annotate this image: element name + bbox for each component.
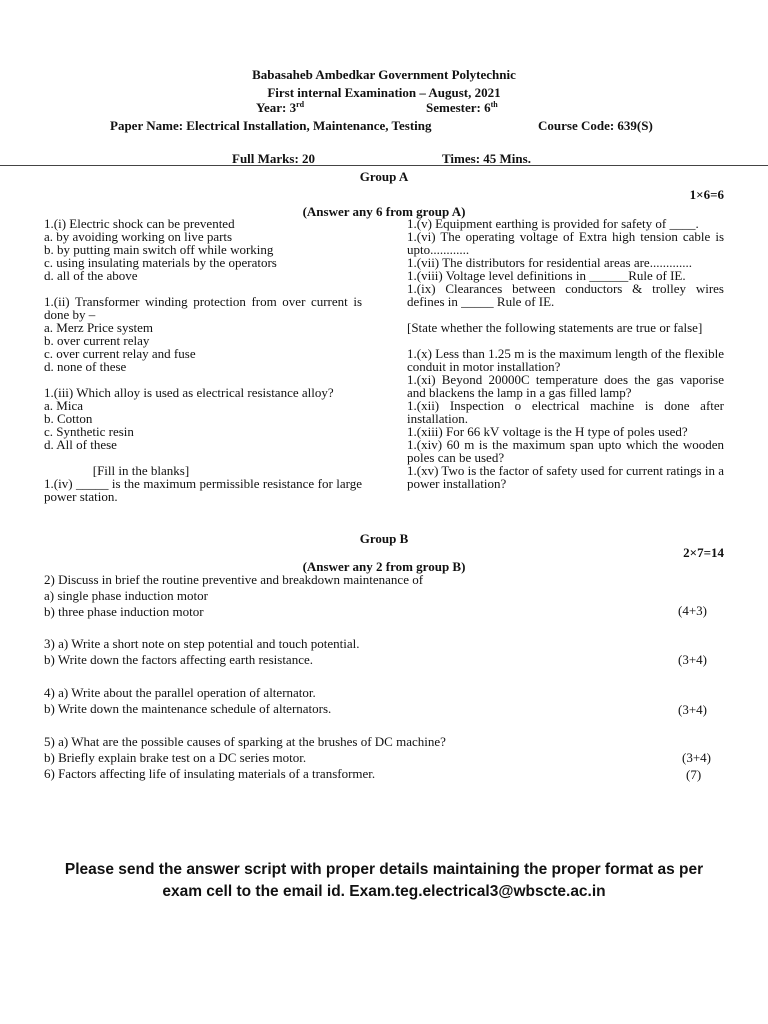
question-text: 1.(viii) Voltage level definitions in ______Rule of IE.: [407, 268, 686, 283]
question-6-marks: (7): [686, 767, 702, 782]
question-4: [44, 685, 714, 717]
section-instruction: [Fill in the blanks]: [44, 463, 190, 478]
institute-name: Babasaheb Ambedkar Government Polytechnic: [252, 67, 516, 82]
exam-time: Times: 45 Mins.: [442, 151, 531, 166]
question-text: 1.(xv) Two is the factor of safety used for current ratings in a power installation?: [407, 463, 724, 491]
question-text: 5) a) What are the possible causes of sparking at the brushes of DC machine?: [44, 734, 446, 749]
option-text: b. Cotton: [44, 411, 93, 426]
question-2-marks: (4+3): [678, 603, 707, 618]
option-text: c. Synthetic resin: [44, 424, 134, 439]
submission-note-line-1: Please send the answer script with proper details maintaining the proper format as per: [64, 861, 704, 878]
question-text: 1.(v) Equipment earthing is provided for safety of ____.: [407, 216, 699, 231]
group-a-title: Group A: [359, 169, 409, 184]
question-text: 1.(ix) Clearances between conductors & trolley wires defines in _____ Rule of IE.: [407, 281, 724, 309]
course-code: Course Code: 639(S): [538, 118, 653, 133]
question-text: 1.(iii) Which alloy is used as electrical resistance alloy?: [44, 385, 334, 400]
group-b-marks: 2×7=14: [683, 545, 724, 560]
option-text: d. All of these: [44, 437, 117, 452]
option-text: d. none of these: [44, 359, 127, 374]
question-part: b) Write down the maintenance schedule of alternators.: [44, 701, 332, 716]
option-text: d. all of the above: [44, 268, 138, 283]
group-a-instruction: (Answer any 6 from group A): [302, 204, 466, 219]
question-text: 2) Discuss in brief the routine preventive and breakdown maintenance of: [44, 572, 424, 587]
question-3-marks: (3+4): [678, 652, 707, 667]
question-text: 1.(iv) _____ is the maximum permissible resistance for large power station.: [44, 476, 362, 504]
question-text: 1.(xiii) For 66 kV voltage is the H type of poles used?: [407, 424, 688, 439]
question-text: 1.(i) Electric shock can be prevented: [44, 216, 235, 231]
semester-label: Semester: 6th: [426, 100, 498, 115]
year-label: Year: 3rd: [256, 100, 305, 115]
submission-note-line-2: exam cell to the email id. Exam.teg.electrical3@wbscte.ac.in: [162, 883, 606, 900]
option-text: b. over current relay: [44, 333, 150, 348]
full-marks: Full Marks: 20: [232, 151, 316, 166]
group-a-left-column: [44, 217, 362, 503]
option-text: b. by putting main switch off while working: [44, 242, 274, 257]
option-text: a. Merz Price system: [44, 320, 154, 335]
option-text: a. Mica: [44, 398, 83, 413]
question-text: 4) a) Write about the parallel operation of alternator.: [44, 685, 316, 700]
question-4-marks: (3+4): [678, 702, 707, 717]
option-text: c. using insulating materials by the operators: [44, 255, 277, 270]
header-divider: [0, 165, 768, 166]
question-part: b) three phase induction motor: [44, 604, 204, 619]
option-text: c. over current relay and fuse: [44, 346, 196, 361]
question-text: 1.(xiv) 60 m is the maximum span upto which the wooden poles can be used?: [407, 437, 724, 465]
question-text: 3) a) Write a short note on step potential and touch potential.: [44, 636, 360, 651]
question-text: 1.(x) Less than 1.25 m is the maximum length of the flexible conduit in motor installation?: [407, 346, 724, 374]
question-text: 1.(vi) The operating voltage of Extra high tension cable is upto............: [407, 229, 724, 257]
question-part: b) Write down the factors affecting earth resistance.: [44, 652, 313, 667]
question-text: 1.(ii) Transformer winding protection from over current is done by –: [44, 294, 362, 322]
question-5: [44, 734, 714, 766]
question-3: [44, 636, 714, 668]
question-text: 6) Factors affecting life of insulating materials of a transformer.: [44, 766, 376, 781]
question-part: a) single phase induction motor: [44, 588, 208, 603]
group-a-marks: 1×6=6: [689, 187, 724, 202]
group-b-instruction: (Answer any 2 from group B): [302, 559, 466, 574]
section-instruction: [State whether the following statements are true or false]: [407, 320, 703, 335]
question-5-marks: (3+4): [682, 750, 711, 765]
question-part: b) Briefly explain brake test on a DC series motor.: [44, 750, 307, 765]
group-a-right-column: [407, 217, 724, 490]
paper-name: Paper Name: Electrical Installation, Maintenance, Testing: [110, 118, 432, 133]
question-6: [44, 766, 714, 782]
option-text: a. by avoiding working on live parts: [44, 229, 233, 244]
question-text: 1.(xii) Inspection o electrical machine is done after installation.: [407, 398, 724, 426]
exam-title: First internal Examination – August, 2021: [267, 85, 501, 100]
group-b-title: Group B: [359, 531, 409, 546]
question-2: [44, 572, 714, 620]
question-text: 1.(xi) Beyond 20000C temperature does the gas vaporise and blackens the lamp in a gas filled lamp?: [407, 372, 724, 400]
question-text: 1.(vii) The distributors for residential areas are.............: [407, 255, 692, 270]
